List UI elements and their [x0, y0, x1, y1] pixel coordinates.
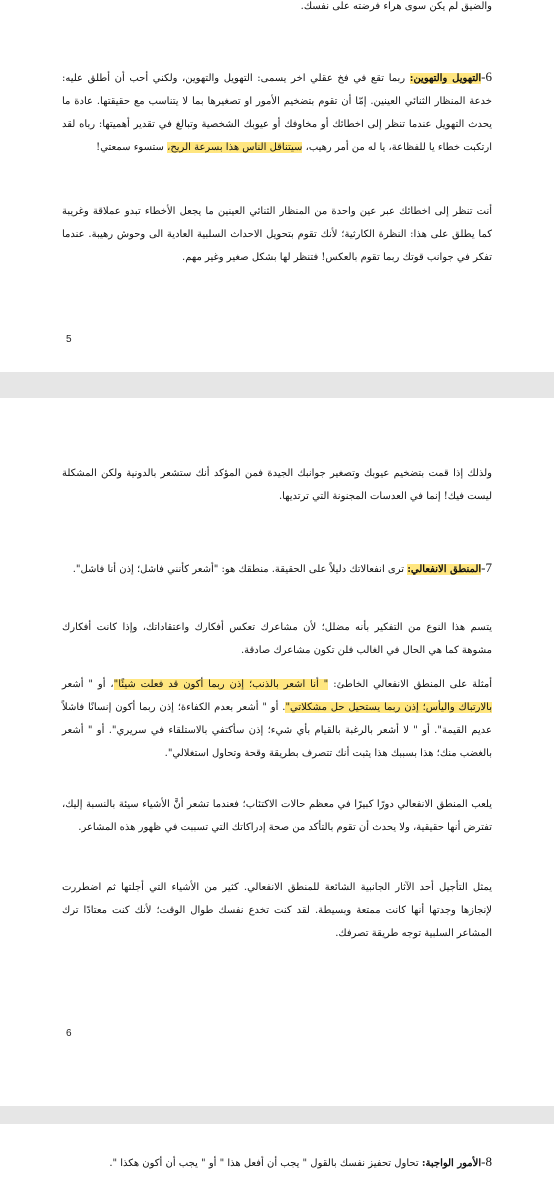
intro-line: والضيق لم يكن سوى هراء فرضته على نفسك. [300, 1, 492, 12]
example-highlight-1: " أنا اشعر بالذنب؛ إذن ربما أكون قد فعلت شيئًا" [113, 679, 329, 690]
section-7-title: المنطق الانفعالي: [407, 564, 482, 575]
section-6-number: 6- [481, 69, 492, 84]
example-highlight-2: بالارتباك واليأس؛ إذن ربما يستحيل حل مشكلاتي" [285, 702, 493, 713]
document-page-5 [0, 0, 554, 372]
section-6-title: التهويل والتهوين: [409, 73, 482, 84]
section-7-paragraph-1 [62, 556, 492, 581]
section-8-number: 8- [481, 1154, 492, 1169]
page-number: 6 [66, 1028, 72, 1039]
document-page-7 [0, 1124, 554, 1200]
examples-text-b: ، أو " أشعر [62, 679, 114, 690]
section-6-text-a: ربما تقع في فخ عقلي اخر يسمى: التهويل والتهوين، ولكني أحب أن أطلق عليه: خدعة المنظار الثنائي العينين. إمّا أن تقوم بتضخيم الأمور او تصغيرها بما لا يتناسب مع حقيقتها. عادة ما يحدث التهويل عندما تنظر إلى اخطائك أو مخاوفك أو عيوبك الشخصية وتبالغ في تقدير أهميتها: رباه لقد ارتكبت خطاء يا للفظاعة، يا له من أمر رهيب، [62, 73, 492, 153]
section-7-paragraph-5: يمثل التأجيل أحد الآثار الجانبية الشائعة للمنطق الانفعالي. كثير من الأشياء التي أجلتها ثم اضطررت لإنجازها وجدتها أنها كانت ممتعة وبسيطة. لقد كنت تخدع نفسك طوال الوقت؛ لأنك كنت معتادًا ترك المشاعر السلبية توجه طريقة تصرفك. [62, 882, 492, 939]
section-8-paragraph-1 [62, 1150, 492, 1175]
page-6-paragraph-1: ولذلك إذا قمت بتضخيم عيوبك وتصغير جوانبك الجيدة فمن المؤكد أنك ستشعر بالدونية ولكن المشكلة ليست فيك! إنما في العدسات المجنونة التي ترتديها. [62, 468, 492, 502]
section-8-text: تحاول تحفيز نفسك بالقول " يجب أن أفعل هذا " أو " يجب أن أكون هكذا ". [109, 1158, 419, 1169]
section-7-paragraph-2: يتسم هذا النوع من التفكير بأنه مضلل؛ لأن مشاعرك تعكس أفكارك واعتقاداتك، وإذا كانت أفكارك مشوهة كما هي الحال في الغالب فلن تكون مشاعرك صادقة. [62, 622, 492, 656]
document-page-6 [0, 398, 554, 1106]
section-7-paragraph-3 [62, 673, 492, 765]
section-6-paragraph-1 [62, 65, 492, 159]
examples-intro: أمثلة على المنطق الانفعالي الخاطئ: [333, 679, 492, 690]
page-number: 5 [66, 334, 72, 345]
section-7-paragraph-4: يلعب المنطق الانفعالي دورًا كبيرًا في معظم حالات الاكتئاب؛ فعندما تشعر أنَّ الأشياء سيئة بالنسبة إليك، تفترض أنها حقيقية، ولا يحدث أن تقوم بالتأكد من صحة إدراكاتك التي تسببت في ظهور هذه المشاعر. [62, 799, 492, 833]
section-7-text: ترى انفعالاتك دليلاً على الحقيقة. منطقك هو: "أشعر كأنني فاشل؛ إذن أنا فاشل". [72, 564, 405, 575]
section-8-title: الأمور الواجبة: [421, 1158, 482, 1169]
examples-text-c: . أو " أشعر بعدم الكفاءة؛ إذن ربما أكون إنسانًا فاشلاً عديم القيمة". أو " لا أشعر بالرغبة بالقيام بأي شيء؛ إذن سأكتفي بالاستلقاء في سريري". أو " أشعر بالغضب منك؛ هذا بسببك هذا يثبت أنك تتصرف بطريقة وقحة وتحاول استغلالي". [62, 702, 492, 759]
section-6-paragraph-2: أنت تنظر إلى اخطائك عبر عين واحدة من المنظار الثنائي العينين ما يجعل الأخطاء تبدو عملاقة وغريبة كما يطلق على هذا: النظرة الكارثية؛ لأنك تقوم بتحويل الاحداث السلبية العادية الى وحوش رهيبة. عندما تفكر في جوانب قوتك ربما تقوم بالعكس! فتنظر لها بشكل صغير وغير مهم. [62, 206, 492, 263]
section-7-number: 7- [481, 560, 492, 575]
section-6-text-b: ستسوء سمعتي! [96, 142, 164, 153]
section-6-highlight: سيتناقل الناس هذا بسرعة الريح، [167, 142, 303, 153]
